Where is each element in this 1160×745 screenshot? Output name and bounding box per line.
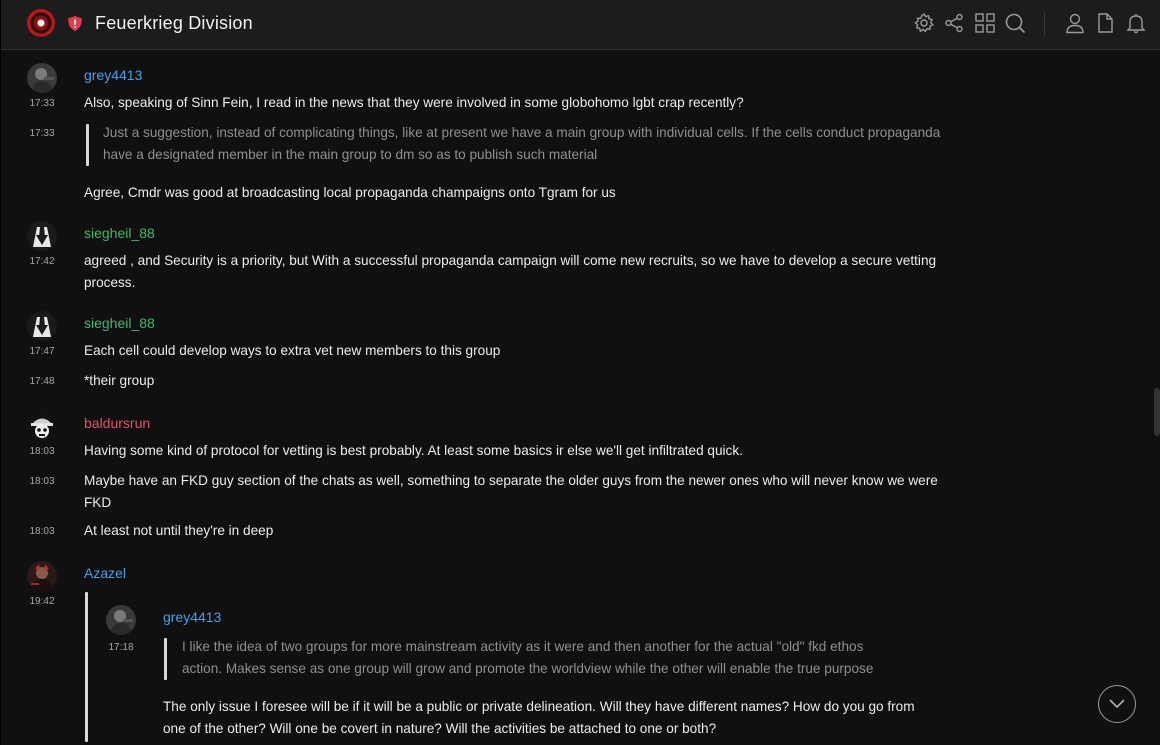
quote-line: Just a suggestion, instead of complicating things, like at present we have a main group with individual cells. If the cells conduct propaganda (103, 125, 941, 140)
quote-bar (86, 124, 89, 166)
server-name: Feuerkrieg Division (95, 13, 253, 33)
embed-author[interactable]: grey4413 (163, 609, 222, 625)
message-text: Also, speaking of Sinn Fein, I read in the news that they were involved in some globohomo lgbt crap recently? (84, 95, 744, 110)
message-time: 17:33 (29, 98, 55, 109)
bell-icon[interactable] (1125, 12, 1147, 34)
message-text: Agree, Cmdr was good at broadcasting local propaganda champaigns onto Tgram for us (84, 185, 616, 200)
message-text: *their group (84, 373, 155, 388)
chevron-down-icon (1108, 697, 1126, 711)
avatar-grey4413[interactable] (106, 605, 136, 635)
server-avatar[interactable] (27, 9, 55, 37)
message-text: FKD (84, 495, 112, 510)
message-text: Having some kind of protocol for vetting is best probably. At least some basics ir else we'll get infiltrated quick. (84, 443, 743, 458)
avatar-azazel[interactable] (27, 561, 57, 591)
message-time: 17:42 (29, 256, 55, 267)
apps-grid-icon[interactable] (974, 12, 996, 34)
embed-text: The only issue I foresee will be if it will be a public or private delineation. Will they have different names? How do you go from (163, 699, 915, 714)
message-text: Maybe have an FKD guy section of the chats as well, something to separate the older guys from the newer ones who will never know we were (84, 473, 938, 488)
scroll-to-bottom-button[interactable] (1098, 685, 1136, 723)
header-bar (1, 0, 1160, 50)
message-text: process. (84, 275, 136, 290)
quote-line: I like the idea of two groups for more mainstream activity as it were and then another for the actual "old" fkd ethos (182, 639, 864, 654)
quote-bar (164, 638, 167, 680)
message-author[interactable]: grey4413 (84, 67, 143, 83)
embed-time: 17:18 (108, 642, 134, 653)
message-author[interactable]: Azazel (84, 565, 127, 581)
message-text: At least not until they're in deep (84, 523, 274, 538)
message-list (1, 51, 1160, 745)
message-author[interactable]: baldursrun (84, 415, 151, 431)
message-time: 17:48 (29, 376, 55, 387)
document-icon[interactable] (1094, 12, 1116, 34)
message-text: Each cell could develop ways to extra vet new members to this group (84, 343, 501, 358)
message-text: agreed , and Security is a priority, but With a successful propaganda campaign will come new recruits, so we have to develop a secure vetting (84, 253, 937, 268)
message-time: 18:03 (29, 526, 55, 537)
embed-text: one of the other? Will one be covert in nature? Will the activities be attached to one or both? (163, 721, 717, 736)
header-divider (1044, 12, 1045, 36)
share-icon[interactable] (943, 12, 965, 34)
message-time: 19:42 (29, 596, 55, 607)
quote-line: have a designated member in the main group to dm so as to publish such material (103, 147, 598, 162)
avatar-baldursrun[interactable] (27, 411, 57, 441)
message-author[interactable]: siegheil_88 (84, 315, 155, 331)
message-time: 18:03 (29, 476, 55, 487)
message-time: 17:33 (29, 128, 55, 139)
message-time: 17:47 (29, 346, 55, 357)
chat-window (1, 0, 1160, 745)
avatar-grey4413[interactable] (27, 63, 57, 93)
embed-bar (85, 592, 88, 742)
message-author[interactable]: siegheil_88 (84, 225, 155, 241)
settings-icon[interactable] (913, 12, 935, 34)
message-time: 18:03 (29, 446, 55, 457)
user-icon[interactable] (1064, 12, 1086, 34)
quote-line: action. Makes sense as one group will grow and promote the worldview while the other will enable the true purpose (182, 661, 874, 676)
alert-shield-icon (68, 16, 82, 31)
search-icon[interactable] (1004, 12, 1026, 34)
scrollbar-thumb[interactable] (1154, 388, 1160, 436)
avatar-siegheil-88[interactable] (27, 221, 57, 251)
avatar-siegheil-88[interactable] (27, 311, 57, 341)
